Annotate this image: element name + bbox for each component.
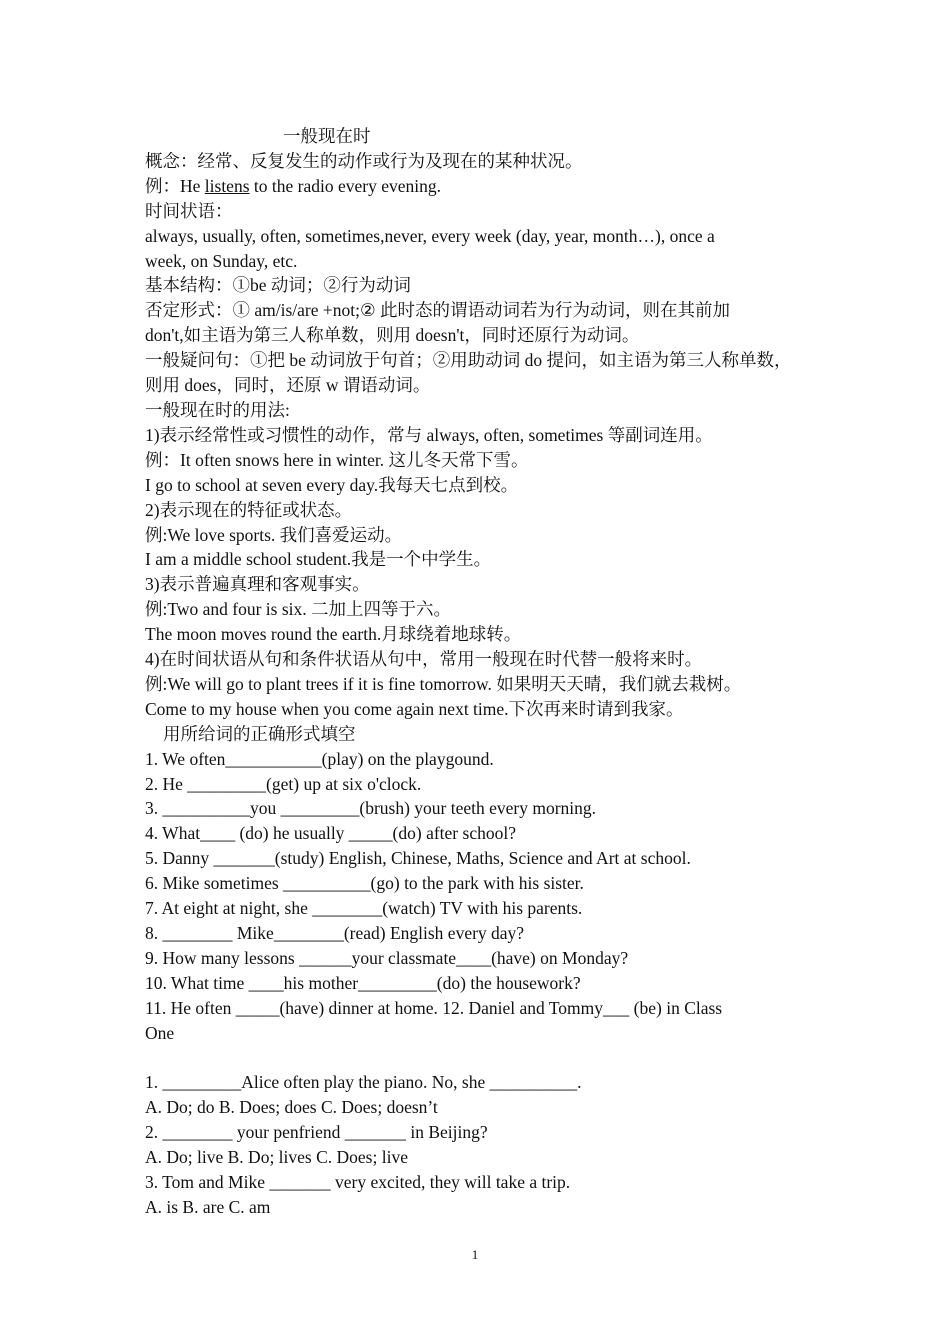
usage-line: 例:Two and four is six. 二加上四等于六。 [145, 599, 451, 620]
usage-line: I go to school at seven every day.我每天七点到校。 [145, 474, 519, 495]
example-line [145, 174, 825, 199]
usage-line: Come to my house when you come again next time.下次再来时请到我家。 [145, 698, 684, 719]
exercise-item: 2. He _________(get) up at six o'clock. [145, 773, 422, 794]
example-underlined-word: listens [204, 175, 250, 196]
usage-line: 1)表示经常性或习惯性的动作，常与 always, often, sometimes 等副词连用。 [145, 424, 713, 445]
concept-line: 概念：经常、反复发生的动作或行为及现在的某种状况。 [145, 150, 583, 171]
usage-line: 2)表示现在的特征或状态。 [145, 499, 353, 520]
exercise-item: 11. He often _____(have) dinner at home. 12. Daniel and Tommy___ (be) in Class [145, 997, 723, 1018]
question-form-line: 则用 does，同时，还原 w 谓语动词。 [145, 375, 431, 396]
time-adverbials-line: week, on Sunday, etc. [145, 250, 298, 271]
exercise-item: 3. __________you _________(brush) your teeth every morning. [145, 798, 597, 819]
usage-line: 例:We will go to plant trees if it is fine tomorrow. 如果明天天晴，我们就去栽树。 [145, 673, 742, 694]
page-number: 1 [471, 1247, 479, 1262]
page-title: 一般现在时 [283, 126, 371, 146]
blank-line [145, 1046, 825, 1071]
example-prefix: 例：He [145, 175, 205, 196]
choice-options: A. is B. are C. am [145, 1196, 271, 1217]
usage-line: 3)表示普遍真理和客观事实。 [145, 574, 370, 595]
question-form-line: 一般疑问句：①把 be 动词放于句首；②用助动词 do 提问，如主语为第三人称单数， [145, 350, 792, 371]
negative-form-line: don't,如主语为第三人称单数，则用 doesn't，同时还原行为动词。 [145, 325, 640, 346]
exercise-item: 4. What____ (do) he usually _____(do) after school? [145, 823, 516, 844]
choice-question: 2. ________ your penfriend _______ in Beijing? [145, 1122, 488, 1143]
usage-line: 例:We love sports. 我们喜爱运动。 [145, 524, 403, 545]
exercise-heading: 用所给词的正确形式填空 [163, 723, 356, 744]
exercise-item: 10. What time ____his mother_________(do) the housework? [145, 972, 581, 993]
exercise-item: 9. How many lessons ______your classmate____(have) on Monday? [145, 947, 629, 968]
choice-question: 3. Tom and Mike _______ very excited, they will take a trip. [145, 1172, 571, 1193]
usage-line: 4)在时间状语从句和条件状语从句中，常用一般现在时代替一般将来时。 [145, 649, 703, 670]
choice-options: A. Do; do B. Does; does C. Does; doesn’t [145, 1097, 438, 1118]
exercise-item: 7. At eight at night, she ________(watch) TV with his parents. [145, 898, 583, 919]
usage-heading: 一般现在时的用法: [145, 399, 290, 420]
choice-options: A. Do; live B. Do; lives C. Does; live [145, 1147, 408, 1168]
time-adverbials-label: 时间状语： [145, 200, 233, 221]
exercise-item: 1. We often___________(play) on the playgound. [145, 748, 494, 769]
document-body [145, 124, 825, 1220]
time-adverbials-line: always, usually, often, sometimes,never, every week (day, year, month…), once a [145, 225, 715, 246]
exercise-item: One [145, 1022, 175, 1043]
exercise-item: 5. Danny _______(study) English, Chinese, Maths, Science and Art at school. [145, 848, 691, 869]
usage-line: The moon moves round the earth.月球绕着地球转。 [145, 624, 522, 645]
usage-line: 例：It often snows here in winter. 这儿冬天常下雪。 [145, 449, 529, 470]
exercise-item: 6. Mike sometimes __________(go) to the park with his sister. [145, 873, 584, 894]
example-suffix: to the radio every evening. [249, 175, 441, 196]
negative-form-line: 否定形式：① am/is/are +not;② 此时态的谓语动词若为行为动词，则在其前加 [145, 300, 731, 321]
usage-line: I am a middle school student.我是一个中学生。 [145, 549, 492, 570]
exercise-item: 8. ________ Mike________(read) English every day? [145, 923, 525, 943]
basic-structure-line: 基本结构：①be 动词；②行为动词 [145, 275, 411, 296]
choice-question: 1. _________Alice often play the piano. No, she __________. [145, 1072, 582, 1093]
